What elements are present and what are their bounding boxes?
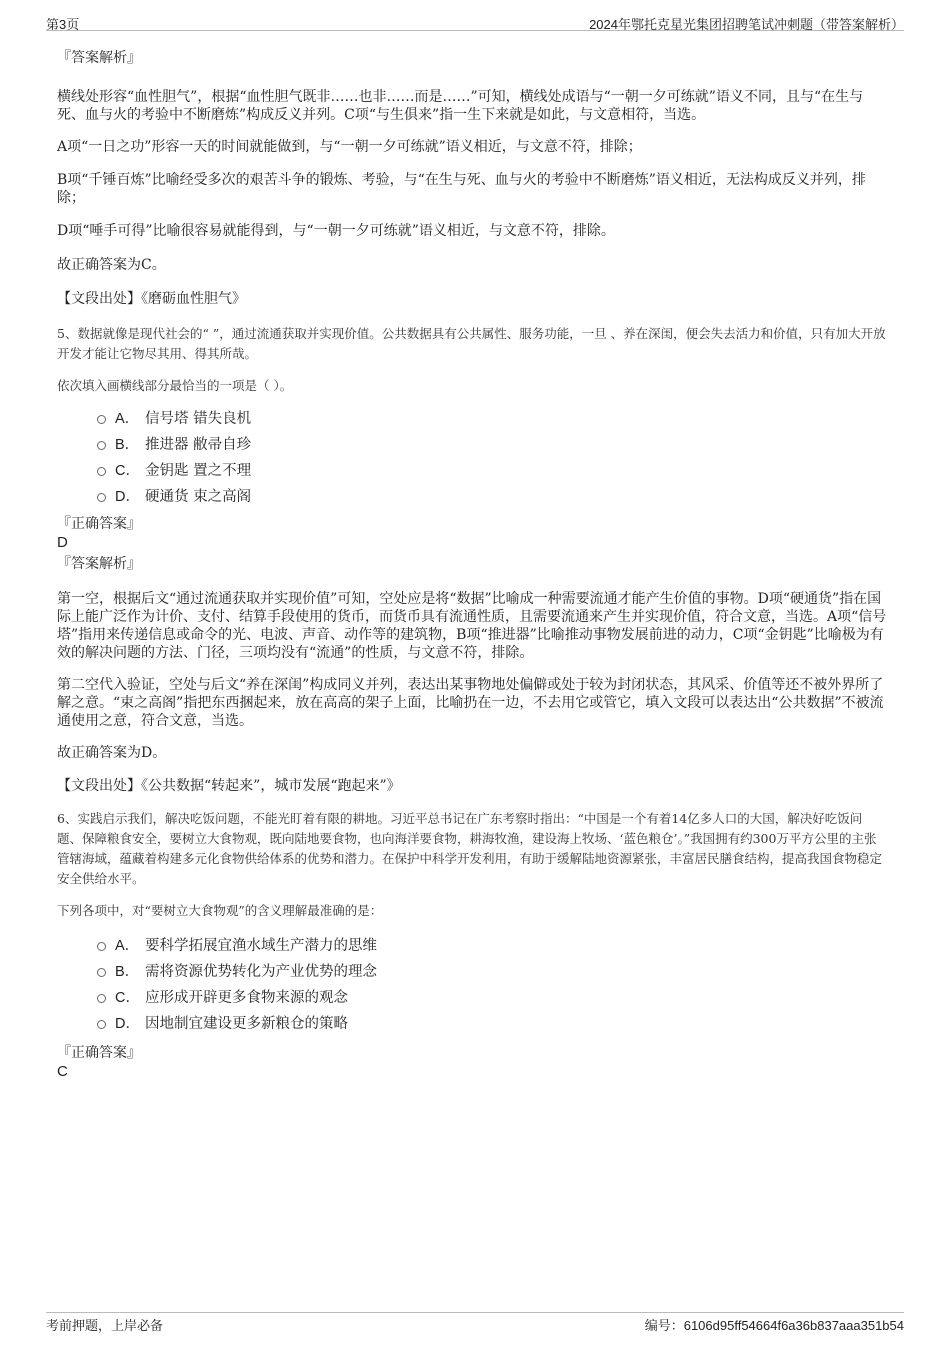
options-list <box>57 406 887 510</box>
option-letter: A． <box>115 938 140 954</box>
option-text: 应形成开辟更多食物来源的观念 <box>145 990 348 1006</box>
analysis-paragraph: A项“一日之功”形容一天的时间就能做到，与“一朝一夕可练就”语义相近，与文意不符，排除； <box>57 139 642 155</box>
radio-icon[interactable] <box>97 1020 106 1029</box>
answer-value: C <box>57 1063 68 1080</box>
document-id: 编号：6106d95ff54664f6a36b837aaa351b54 <box>644 1318 904 1333</box>
option-text: 因地制宜建设更多新粮仓的策略 <box>145 1016 348 1032</box>
option-letter: B． <box>115 437 140 453</box>
option-letter: C． <box>115 990 140 1006</box>
question-stem: 6、实践启示我们，解决吃饭问题，不能光盯着有限的耕地。习近平总书记在广东考察时指出：“中国是一个有着14亿多人口的大国，解决好吃饭问题、保障粮食安全，要树立大食物观，既向陆地要食物，也向海洋要食物，耕海牧渔，建设海上牧场、‘蓝色粮仓’。”我国拥有约300万平方公里的主张管辖海域，蕴藏着构建多元化食物供给体系的优势和潜力。在保护中科学开发利用，有助于缓解陆地资源紧张，丰富居民膳食结构，提高我国食物稳定安全供给水平。 <box>57 811 883 886</box>
conclusion: 故正确答案为D。 <box>57 745 167 761</box>
option-text: 需将资源优势转化为产业优势的理念 <box>145 964 377 980</box>
option-text: 推进器 敝帚自珍 <box>145 437 252 453</box>
page-content <box>57 40 887 1081</box>
option-d[interactable] <box>57 1011 887 1037</box>
source-citation: 【文段出处】《磨砺血性胆气》 <box>57 291 246 307</box>
analysis-label: 『答案解析』 <box>57 556 141 572</box>
analysis-paragraph: 第二空代入验证，空处与后文“养在深闺”构成同义并列，表达出某事物地处偏僻或处于较为封闭状态，其风采、价值等还不被外界所了解之意。“束之高阁”指把东西捆起来，放在高高的架子上面，比喻扔在一边，不去用它或管它，填入文段可以表达出“公共数据”不被流通使用之意，符合文意，当选。 <box>57 677 884 729</box>
page-header <box>46 0 904 31</box>
radio-icon[interactable] <box>97 942 106 951</box>
question-prompt: 下列各项中，对“要树立大食物观”的含义理解最准确的是： <box>57 903 383 918</box>
question-stem: 5、数据就像是现代社会的“ ”，通过流通获取并实现价值。公共数据具有公共属性、服务功能，一旦 、养在深闺，便会失去活力和价值，只有加大开放开发才能让它物尽其用、得其所哉。 <box>57 326 886 361</box>
option-text: 硬通货 束之高阁 <box>145 489 252 505</box>
question-prompt: 依次填入画横线部分最恰当的一项是（ ）。 <box>57 378 293 393</box>
option-c[interactable] <box>57 985 887 1011</box>
option-letter: D． <box>115 489 140 505</box>
answer-value: D <box>57 534 68 551</box>
radio-icon[interactable] <box>97 994 106 1003</box>
page-footer <box>46 1312 904 1333</box>
options-list <box>57 933 887 1037</box>
source-citation: 【文段出处】《公共数据“转起来”，城市发展“跑起来”》 <box>57 778 401 794</box>
option-letter: A． <box>115 411 140 427</box>
analysis-paragraph: 第一空，根据后文“通过流通获取并实现价值”可知，空处应是将“数据”比喻成一种需要流通才能产生价值的事物。D项“硬通货”指在国际上能广泛作为计价、支付、结算手段使用的货币，而货币具有流通性质，且需要流通来产生并实现价值，符合文意，当选。A项“信号塔”指用来传递信息或命令的光、电波、声音、动作等的建筑物，B项“推进器”比喻推动事物发展前进的动力，C项“金钥匙”比喻极为有效的解决问题的方法、门径，三项均没有“流通”的性质，与文意不符，排除。 <box>57 591 887 661</box>
option-c[interactable] <box>57 458 887 484</box>
option-text: 信号塔 错失良机 <box>145 411 252 427</box>
document-title: 2024年鄂托克星光集团招聘笔试冲刺题（带答案解析） <box>589 17 904 32</box>
option-a[interactable] <box>57 933 887 959</box>
answer-label: 『正确答案』 <box>57 516 141 532</box>
conclusion: 故正确答案为C。 <box>57 257 166 273</box>
radio-icon[interactable] <box>97 968 106 977</box>
option-b[interactable] <box>57 432 887 458</box>
radio-icon[interactable] <box>97 415 106 424</box>
option-text: 金钥匙 置之不理 <box>145 463 252 479</box>
option-a[interactable] <box>57 406 887 432</box>
option-text: 要科学拓展宜渔水域生产潜力的思维 <box>145 938 377 954</box>
footer-slogan: 考前押题，上岸必备 <box>46 1318 164 1333</box>
radio-icon[interactable] <box>97 493 106 502</box>
analysis-paragraph: 横线处形容“血性胆气”，根据“血性胆气既非……也非……而是……”可知，横线处成语与“一朝一夕可练就”语义不同，且与“在生与死、血与火的考验中不断磨炼”构成反义并列。C项“与生俱来”指一生下来就是如此，与文意相符，当选。 <box>57 89 864 123</box>
option-b[interactable] <box>57 959 887 985</box>
radio-icon[interactable] <box>97 441 106 450</box>
analysis-paragraph: D项“唾手可得”比喻很容易就能得到，与“一朝一夕可练就”语义相近，与文意不符，排除。 <box>57 223 615 239</box>
option-letter: B． <box>115 964 140 980</box>
analysis-paragraph: B项“千锤百炼”比喻经受多次的艰苦斗争的锻炼、考验，与“在生与死、血与火的考验中不断磨炼”语义相近，无法构成反义并列，排除； <box>57 172 866 206</box>
analysis-label: 『答案解析』 <box>57 50 141 66</box>
option-letter: C． <box>115 463 140 479</box>
answer-label: 『正确答案』 <box>57 1045 141 1061</box>
option-d[interactable] <box>57 484 887 510</box>
radio-icon[interactable] <box>97 467 106 476</box>
option-letter: D． <box>115 1016 140 1032</box>
page-number: 第3页 <box>46 17 80 32</box>
